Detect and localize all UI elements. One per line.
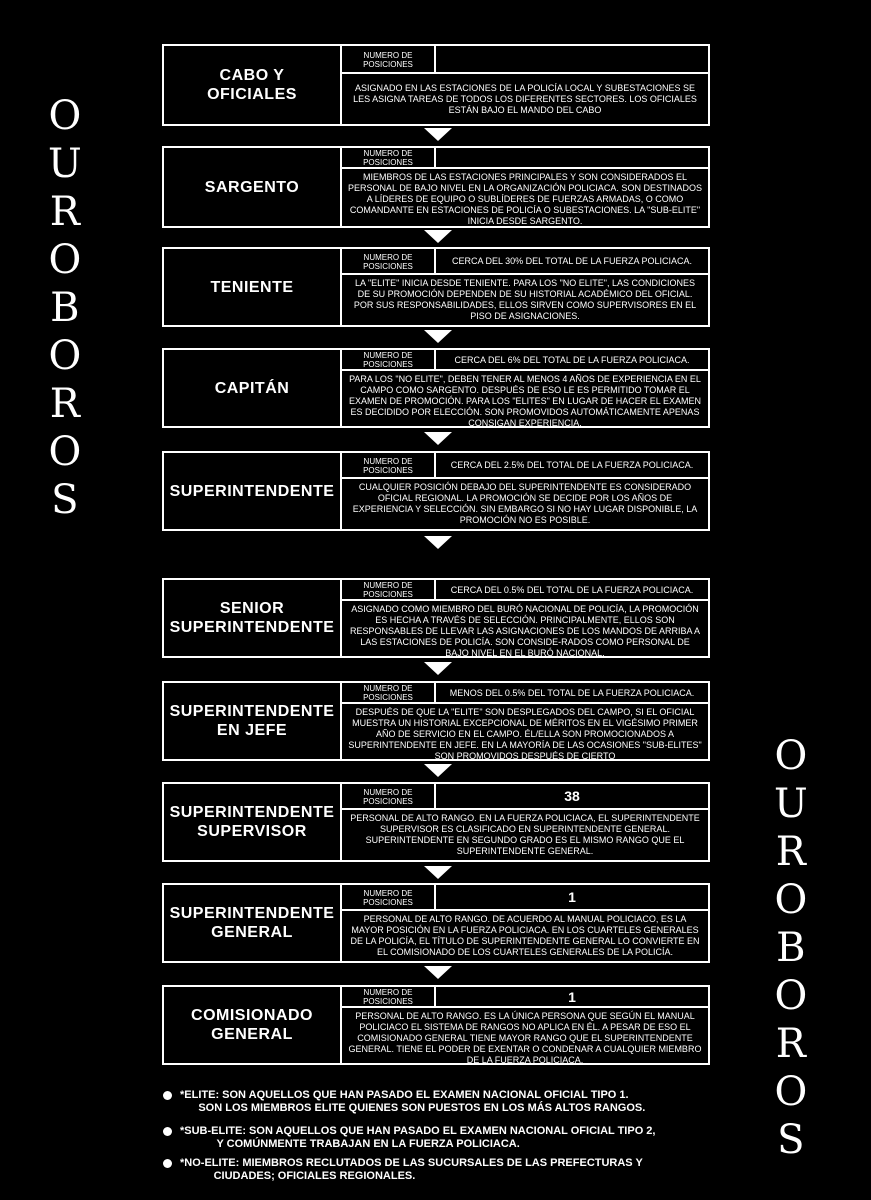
down-arrow-icon [424,764,452,777]
positions-value [436,148,708,167]
positions-label: NUMERO DE POSICIONES [342,148,436,167]
rank-description: ASIGNADO EN LAS ESTACIONES DE LA POLICÍA LOCAL Y SUBESTACIONES SE LES ASIGNA TAREAS DE TODOS LOS DIFERENTES SECTORES. LOS OFICIALES ESTÁN BAJO EL MANDO DEL CABO [353,82,697,115]
positions-label: NUMERO DE POSICIONES [342,683,436,702]
rank-name: SUPERINTENDENTE SUPERVISOR [164,784,342,860]
positions-value [436,46,708,72]
side-title-right [774,732,808,1164]
down-arrow-icon [424,966,452,979]
down-arrow-icon [424,662,452,675]
down-arrow-icon [424,866,452,879]
rank-name: SARGENTO [164,148,342,226]
side-title-letter: O [774,973,808,1019]
positions-value: CERCA DEL 30% DEL TOTAL DE LA FUERZA POLICIACA. [451,256,693,266]
rank-description: PERSONAL DE ALTO RANGO. ES LA ÚNICA PERSONA QUE SEGÚN EL MANUAL POLICIACO EL SISTEMA DE RANGOS NO APLICA EN ÉL. A PESAR DE ESO EL COMISIONADO GENERAL TIENE MAYOR RANGO QUE EL SUPERINTENDENTE GENERAL. TIENE EL PODER DE EXENTAR O CONDENAR A CUALQUIER MIEMBRO DE LA FUERZA POLICIACA. [348,1011,702,1065]
side-title-letter: O [48,429,82,475]
side-title-left [48,92,82,524]
rank-description: PERSONAL DE ALTO RANGO. EN LA FUERZA POLICIACA, EL SUPERINTENDENTE SUPERVISOR ES CLASIFICADO EN SUPERINTENDENTE GENERAL. SUPERINTENDENTE EN SEGUNDO GRADO ES EL MISMO RANGO QUE EL SUPERINTENDENTE GENERAL. [350,813,700,856]
positions-value: MENOS DEL 0.5% DEL TOTAL DE LA FUERZA POLICIACA. [449,687,695,698]
down-arrow-icon [424,536,452,549]
rank-box-superintendente-supervisor [162,782,710,862]
rank-box-capitan [162,348,710,428]
rank-box-cabo [162,44,710,126]
rank-name: SUPERINTENDENTE GENERAL [164,885,342,961]
footnote-text: *ELITE: SON AQUELLOS QUE HAN PASADO EL EXAMEN NACIONAL OFICIAL TIPO 1. SON LOS MIEMBROS ELITE QUIENES SON PUESTOS EN LOS MÁS ALTOS RANGOS. [180,1089,646,1114]
footnote-text: *NO-ELITE: MIEMBROS RECLUTADOS DE LAS SUCURSALES DE LAS PREFECTURAS Y CIUDADES; OFICIALES REGIONALES. [180,1157,643,1182]
rank-description: ASIGNADO COMO MIEMBRO DEL BURÓ NACIONAL DE POLICÍA, LA PROMOCIÓN ES HECHA A TRAVÉS DE SELECCIÓN. PRINCIPALMENTE, ELLOS SON RESPONSABLES DE LLEVAR LAS ASIGNACIONES DE LOS MANDOS DE ARRIBA A LAS ESTACIONES DE POLICÍA. SON CONSIDE-RADOS COMO PERSONAL DE BAJO NIVEL EN EL BURÓ NACIONAL. [350,604,700,658]
positions-label: NUMERO DE POSICIONES [342,580,436,599]
rank-name: COMISIONADO GENERAL [164,987,342,1063]
bullet-icon [163,1159,172,1168]
side-title-letter: R [49,189,80,235]
side-title-letter: O [48,333,82,379]
rank-box-comisionado-general [162,985,710,1065]
side-title-letter: B [50,285,80,331]
rank-name: CAPITÁN [164,350,342,426]
side-title-letter: U [48,141,82,187]
rank-name: SENIOR SUPERINTENDENTE [164,580,342,656]
positions-value: CERCA DEL 0.5% DEL TOTAL DE LA FUERZA POLICIACA. [450,584,694,595]
rank-description: CUALQUIER POSICIÓN DEBAJO DEL SUPERINTENDENTE ES CONSIDERADO OFICIAL REGIONAL. LA PROMOCIÓN SE DECIDE POR LOS AÑOS DE EXPERIENCIA Y SELECCIÓN. SIN EMBARGO SI NO HAY LUGAR DISPONIBLE, LA PROMOCIÓN NO ES POSIBLE. [352,482,698,525]
side-title-letter: B [776,925,806,971]
down-arrow-icon [424,330,452,343]
side-title-letter: S [777,1117,805,1163]
rank-box-superintendente-en-jefe [162,681,710,761]
rank-description: PERSONAL DE ALTO RANGO. DE ACUERDO AL MANUAL POLICIACO, ES LA MAYOR POSICIÓN EN LA FUERZA POLICIACA. EN LOS CUARTELES GENERALES DE LA POLICÍA, EL TÍTULO DE SUPERINTENDENTE GENERAL LO CONVIERTE EN EL COMISIONADO DE LOS CUARTELES GENERALES DE LA POLICÍA. [350,914,700,957]
positions-label: NUMERO DE POSICIONES [342,249,436,273]
rank-box-teniente [162,247,710,327]
down-arrow-icon [424,230,452,243]
side-title-letter: O [774,877,808,923]
positions-value: 38 [564,788,580,804]
side-title-letter: O [774,733,808,779]
positions-label: NUMERO DE POSICIONES [342,46,436,72]
positions-value: 1 [568,988,576,1005]
rank-description: PARA LOS "NO ELITE", DEBEN TENER AL MENOS 4 AÑOS DE EXPERIENCIA EN EL CAMPO COMO SARGENTO. DESPUÉS DE ESO LE ES PERMITIDO TOMAR EL EXAMEN DE PROMOCIÓN. PARA LOS "ELITES" EN LUGAR DE HACER EL EXAMEN ES DECIDIDO POR ELECCIÓN. SON PROMOVIDOS AUTOMÁTICAMENTE APENAS CONSIGAN EXPERIENCIA. [349,374,701,428]
side-title-letter: S [51,477,79,523]
rank-box-senior-superintendente [162,578,710,658]
side-title-letter: U [774,781,808,827]
positions-label: NUMERO DE POSICIONES [342,350,436,369]
down-arrow-icon [424,432,452,445]
footnote-elite [163,1089,645,1115]
positions-value: CERCA DEL 6% DEL TOTAL DE LA FUERZA POLICIACA. [454,354,690,365]
footnote-text: *SUB-ELITE: SON AQUELLOS QUE HAN PASADO EL EXAMEN NACIONAL OFICIAL TIPO 2, Y COMÚNMENTE TRABAJAN EN LA FUERZA POLICIACA. [180,1125,656,1150]
side-title-letter: R [775,1021,806,1067]
rank-description: MIEMBROS DE LAS ESTACIONES PRINCIPALES Y SON CONSIDERADOS EL PERSONAL DE BAJO NIVEL EN LA ORGANIZACIÓN POLICIACA. SON DESTINADOS A LÍDERES DE EQUIPO O SUBLÍDERES DE FUERZAS ARMADAS, O COMO COMANDANTE EN ESTACIONES DE POLICÍA O SUBESTACIONES. LA "SUB-ELITE" INICIA DESDE SARGENTO. [348,172,702,226]
footnote-no-elite [163,1157,643,1183]
bullet-icon [163,1091,172,1100]
rank-name: CABO Y OFICIALES [164,46,342,124]
positions-label: NUMERO DE POSICIONES [342,784,436,808]
bullet-icon [163,1127,172,1136]
positions-label: NUMERO DE POSICIONES [342,453,436,477]
rank-box-superintendente [162,451,710,531]
rank-description: DESPUÉS DE QUE LA "ELITE" SON DESPLEGADOS DEL CAMPO, SI EL OFICIAL MUESTRA UN HISTORIAL EXCEPCIONAL DE MÉRITOS EN EL VIGÉSIMO PRIMER AÑO DE SERVICIO EN EL CAMPO. ÉL/ELLA SON PROMOCIONADOS A SUPERINTENDENTE EN JEFE. EN LA MAYORÍA DE LAS OCASIONES "SUB-ELITES" SON PROMOVIDOS DESPUÉS DE CIERTO [348,707,702,761]
rank-description: LA "ELITE" INICIA DESDE TENIENTE. PARA LOS "NO ELITE", LAS CONDICIONES DE SU PROMOCIÓN DEPENDEN DE SU HISTORIAL ACADÉMICO DEL OFICIAL. POR SUS RESPONSABILIDADES, ELLOS SIRVEN COMO SUPERVISORES EN EL PISO DE ASIGNACIONES. [353,278,697,321]
side-title-letter: O [48,93,82,139]
rank-box-sargento [162,146,710,228]
side-title-letter: O [48,237,82,283]
positions-value: 1 [568,889,576,905]
positions-value: CERCA DEL 2.5% DEL TOTAL DE LA FUERZA POLICIACA. [450,460,694,470]
rank-name: TENIENTE [164,249,342,325]
rank-name: SUPERINTENDENTE EN JEFE [164,683,342,759]
rank-box-superintendente-general [162,883,710,963]
positions-label: NUMERO DE POSICIONES [342,885,436,909]
positions-label: NUMERO DE POSICIONES [342,987,436,1006]
footnote-sub-elite [163,1125,655,1151]
down-arrow-icon [424,128,452,141]
rank-name: SUPERINTENDENTE [164,453,342,529]
side-title-letter: R [775,829,806,875]
side-title-letter: R [49,381,80,427]
side-title-letter: O [774,1069,808,1115]
